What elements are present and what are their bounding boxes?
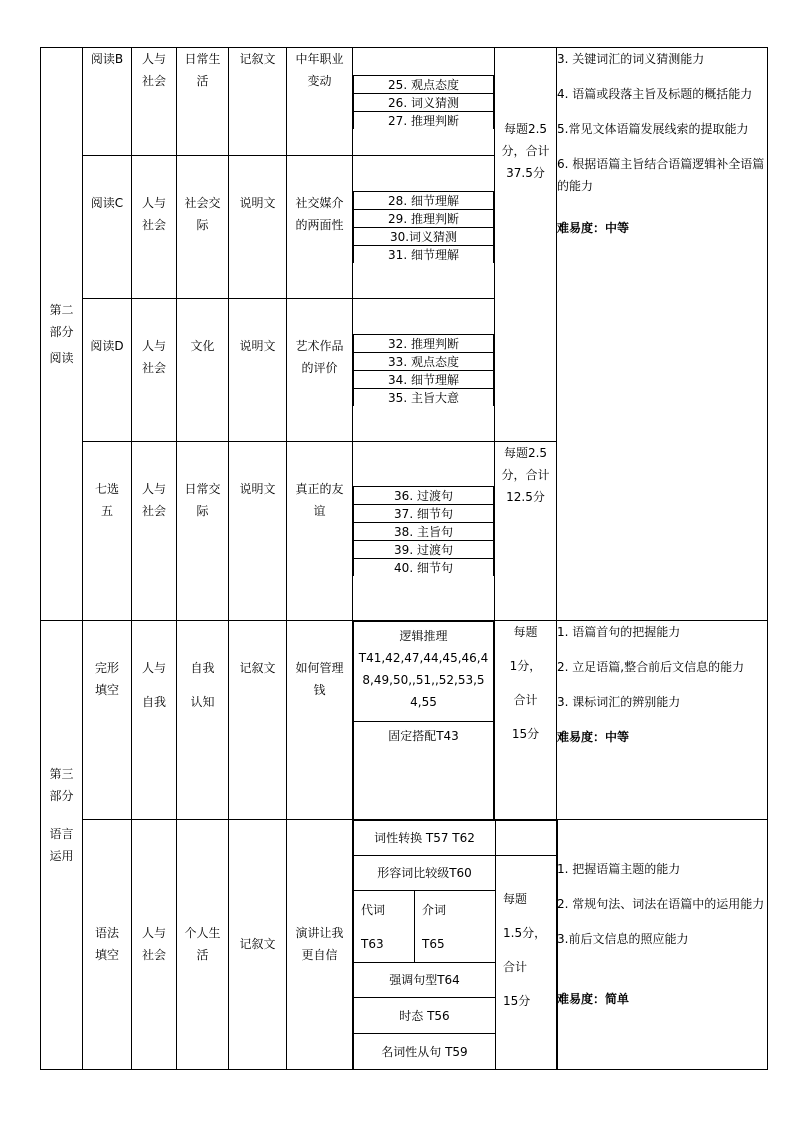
note-item: 4. 语篇或段落主旨及标题的概括能力 (557, 87, 753, 101)
section-topic: 真正的友 谊 (287, 442, 353, 621)
section-theme: 人与 社会 (132, 156, 177, 299)
cloze-notes (557, 621, 768, 820)
section-context: 文化 (177, 299, 229, 442)
section-genre: 记叙文 (229, 819, 287, 1070)
difficulty-label: 难易度：中等 (557, 730, 630, 744)
section-theme: 人与 社会 (132, 819, 177, 1070)
fixed-collocation: 固定搭配T43 (354, 722, 494, 819)
question-item: 40. 细节句 (354, 559, 494, 577)
grammar-item: 强调句型T64 (354, 962, 496, 997)
grammar-item: 时态 T56 (354, 997, 496, 1033)
section-context: 自我 认知 (177, 621, 229, 820)
section-name: 阅读D (83, 299, 132, 442)
question-item: 25. 观点态度 (354, 75, 494, 93)
cloze-score: 每题 1分， 合计 15分 (495, 621, 557, 820)
question-item: 39. 过渡句 (354, 541, 494, 559)
question-item: 26. 词义猜测 (354, 93, 494, 111)
note-item: 5.常见文体语篇发展线索的提取能力 (557, 122, 749, 136)
section-genre: 说明文 (229, 442, 287, 621)
part3-label: 第三 部分 语言 运用 (41, 621, 83, 1070)
cloze-items: 逻辑推理 T41,42,47,44,45,46,4 8,49,50,,51,,52,53,5 4,55 固定搭配T43 (353, 621, 495, 820)
section-items (353, 156, 495, 299)
section-name: 完形 填空 (83, 621, 132, 820)
section-context: 社会交 际 (177, 156, 229, 299)
section-topic: 演讲让我 更自信 (287, 819, 353, 1070)
question-item: 36. 过渡句 (354, 487, 494, 505)
section-theme: 人与 自我 (132, 621, 177, 820)
section-context: 日常生 活 (177, 48, 229, 156)
difficulty-label: 难易度：简单 (557, 991, 630, 1006)
note-item: 2. 常规句法、词法在语篇中的运用能力 (557, 896, 765, 911)
note-item: 1. 语篇首句的把握能力 (557, 625, 681, 639)
part2-notes (557, 48, 768, 621)
section-context: 个人生 活 (177, 819, 229, 1070)
question-item: 32. 推理判断 (354, 335, 494, 353)
grammar-score: 每题 1.5分， 合计 15分 (496, 855, 558, 1069)
note-item: 3. 课标词汇的辨别能力 (557, 695, 681, 709)
question-item: 29. 推理判断 (354, 210, 494, 228)
exam-analysis-table (40, 47, 768, 1070)
question-item: 33. 观点态度 (354, 353, 494, 371)
section-name: 语法 填空 (83, 819, 132, 1070)
section-topic: 艺术作品 的评价 (287, 299, 353, 442)
section-topic: 社交媒介 的两面性 (287, 156, 353, 299)
part2-label: 第二 部分 阅读 (41, 48, 83, 621)
preposition-cell: 介词 T65 (415, 890, 496, 962)
difficulty-label: 难易度：中等 (557, 221, 630, 235)
section-items (353, 442, 495, 621)
section-name: 阅读C (83, 156, 132, 299)
note-item: 3. 关键词汇的词义猜测能力 (557, 52, 705, 66)
note-item: 6. 根据语篇主旨结合语篇逻辑补全语篇的能力 (557, 157, 765, 193)
section-genre: 说明文 (229, 156, 287, 299)
grammar-items (353, 819, 557, 1070)
question-item: 38. 主旨句 (354, 523, 494, 541)
seven-score: 每题2.5 分，合计 12.5分 (495, 442, 557, 621)
section-theme: 人与 社会 (132, 442, 177, 621)
section-theme: 人与 社会 (132, 48, 177, 156)
grammar-notes (557, 819, 768, 1070)
section-genre: 记叙文 (229, 621, 287, 820)
question-item: 31. 细节理解 (354, 246, 494, 264)
question-item: 30.词义猜测 (354, 228, 494, 246)
section-name: 阅读B (83, 48, 132, 156)
question-item: 37. 细节句 (354, 505, 494, 523)
reading-score: 每题2.5 分，合计 37.5分 (495, 48, 557, 442)
question-item: 27. 推理判断 (354, 111, 494, 129)
pronoun-cell: 代词 T63 (354, 890, 415, 962)
section-name: 七选 五 (83, 442, 132, 621)
note-item: 1. 把握语篇主题的能力 (557, 861, 681, 876)
note-item: 2. 立足语篇,整合前后文信息的能力 (557, 660, 745, 674)
section-genre: 记叙文 (229, 48, 287, 156)
section-items (353, 48, 495, 156)
note-item: 3.前后文信息的照应能力 (557, 931, 689, 946)
logic-title: 逻辑推理 (399, 629, 448, 643)
section-theme: 人与 社会 (132, 299, 177, 442)
grammar-item: 词性转换 T57 T62 (354, 820, 496, 855)
grammar-item: 形容词比较级T60 (354, 855, 496, 890)
section-items (353, 299, 495, 442)
question-item: 28. 细节理解 (354, 192, 494, 210)
section-topic: 中年职业 变动 (287, 48, 353, 156)
section-genre: 说明文 (229, 299, 287, 442)
question-item: 35. 主旨大意 (354, 389, 494, 407)
section-topic: 如何管理 钱 (287, 621, 353, 820)
grammar-item: 名词性从句 T59 (354, 1033, 496, 1069)
section-context: 日常交 际 (177, 442, 229, 621)
question-item: 34. 细节理解 (354, 371, 494, 389)
